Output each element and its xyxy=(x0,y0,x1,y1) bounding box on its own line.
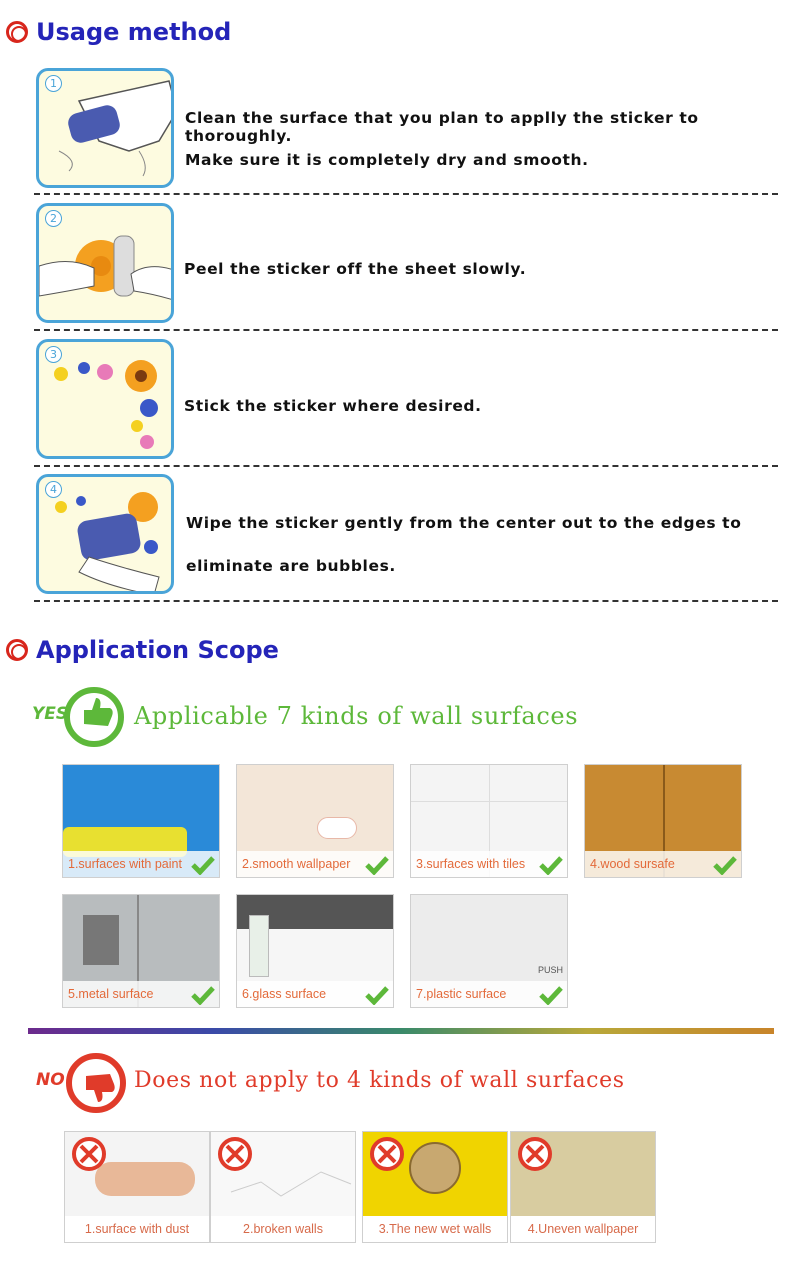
no-thumbs-down-badge xyxy=(34,1052,130,1114)
step-4-text-line1: Wipe the sticker gently from the center out to the edges to xyxy=(186,514,742,532)
unsuitable-label: 4.Uneven wallpaper xyxy=(511,1216,655,1242)
surface-tile-wood xyxy=(584,764,742,878)
step-1-illustration xyxy=(36,68,174,188)
circle-bullet-icon xyxy=(6,639,28,661)
check-icon xyxy=(191,985,215,1005)
divider xyxy=(34,193,778,195)
prohibited-icon xyxy=(369,1136,405,1172)
surface-label: 3.surfaces with tiles xyxy=(411,851,567,877)
check-icon xyxy=(191,855,215,875)
prohibited-icon xyxy=(71,1136,107,1172)
unsuitable-label: 2.broken walls xyxy=(211,1216,355,1242)
wipe-sticker-icon xyxy=(39,477,174,594)
step-number-4: 4 xyxy=(45,481,62,498)
surface-label: 4.wood sursafe xyxy=(585,851,741,877)
step-4-illustration xyxy=(36,474,174,594)
divider xyxy=(34,600,778,602)
surface-tile-tiles xyxy=(410,764,568,878)
unsuitable-label: 1.surface with dust xyxy=(65,1216,209,1242)
step-number-1: 1 xyxy=(45,75,62,92)
sponge-hand-icon xyxy=(39,71,174,188)
surface-label: 1.surfaces with paint xyxy=(63,851,219,877)
step-2-illustration xyxy=(36,203,174,323)
application-scope-title: Application Scope xyxy=(36,636,279,664)
surface-tile-glass xyxy=(236,894,394,1008)
not-applicable-title: Does not apply to 4 kinds of wall surfaces xyxy=(134,1068,625,1093)
unsuitable-tile-uneven xyxy=(510,1131,656,1243)
check-icon xyxy=(365,855,389,875)
step-3-illustration xyxy=(36,339,174,459)
surface-label: 5.metal surface xyxy=(63,981,219,1007)
yes-badge-label: YES xyxy=(32,704,69,724)
push-text: PUSH xyxy=(537,965,563,975)
unsuitable-label: 3.The new wet walls xyxy=(363,1216,507,1242)
step-1-text-line2: Make sure it is completely dry and smooth. xyxy=(185,151,589,169)
check-icon xyxy=(713,855,737,875)
step-4-text-line2: eliminate are bubbles. xyxy=(186,557,396,575)
check-icon xyxy=(539,855,563,875)
surface-tile-plastic xyxy=(410,894,568,1008)
step-number-3: 3 xyxy=(45,346,62,363)
circle-bullet-icon xyxy=(6,21,28,43)
surface-tile-metal xyxy=(62,894,220,1008)
step-3-text: Stick the sticker where desired. xyxy=(184,397,482,415)
unsuitable-tile-dust xyxy=(64,1131,210,1243)
peel-sticker-icon xyxy=(39,206,174,323)
application-scope-heading xyxy=(6,636,279,664)
surface-tile-paint xyxy=(62,764,220,878)
flower-stickers-icon xyxy=(39,342,174,459)
usage-method-heading xyxy=(6,18,231,46)
step-1-text-line1: Clean the surface that you plan to applly the sticker to thoroughly. xyxy=(185,109,699,145)
check-icon xyxy=(539,985,563,1005)
unsuitable-tile-broken xyxy=(210,1131,356,1243)
check-icon xyxy=(365,985,389,1005)
divider xyxy=(34,329,778,331)
surface-label: 6.glass surface xyxy=(237,981,393,1007)
no-badge-label: NO xyxy=(36,1070,65,1090)
step-2-text: Peel the sticker off the sheet slowly. xyxy=(184,260,527,278)
unsuitable-tile-wet xyxy=(362,1131,508,1243)
prohibited-icon xyxy=(217,1136,253,1172)
surface-label: 2.smooth wallpaper xyxy=(237,851,393,877)
step-number-2: 2 xyxy=(45,210,62,227)
divider xyxy=(34,465,778,467)
usage-method-title: Usage method xyxy=(36,18,232,46)
prohibited-icon xyxy=(517,1136,553,1172)
surface-tile-wallpaper xyxy=(236,764,394,878)
surface-label: 7.plastic surface xyxy=(411,981,567,1007)
yes-thumbs-up-badge xyxy=(30,686,126,748)
rainbow-divider xyxy=(28,1028,774,1034)
applicable-title: Applicable 7 kinds of wall surfaces xyxy=(134,702,579,730)
